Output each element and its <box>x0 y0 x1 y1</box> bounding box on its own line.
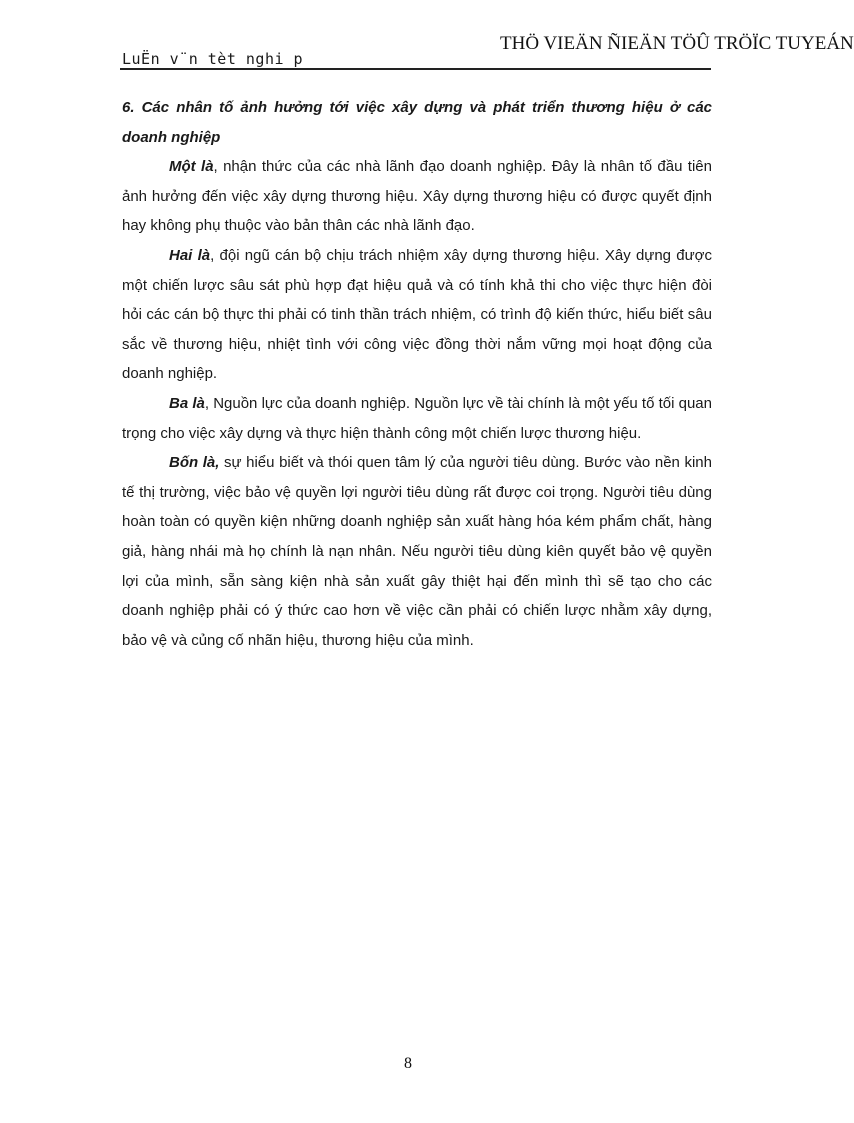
paragraph-lead: Một là <box>169 158 214 176</box>
paragraph-lead: Bốn là, <box>169 454 220 472</box>
page-number: 8 <box>404 1055 412 1072</box>
paragraph-lead: Ba là <box>169 394 205 412</box>
paragraph-text: , đội ngũ cán bộ chịu trách nhiệm xây dựng thương hiệu. Xây dựng được một chiến lược sâu sát phù hợp đạt hiệu quả và có tính khả thi cho việc thực hiện đòi hỏi các cán bộ thực thi phải có tinh thần trách nhiệm, có trình độ kiến thức, hiểu biết sâu sắc về thương hiệu, nhiệt tình với công việc đồng thời nắm vững mọi hoạt động của doanh nghiệp. <box>122 246 712 383</box>
section-heading: 6. Các nhân tố ảnh hưởng tới việc xây dựng và phát triển thương hiệu ở các doanh nghiệp <box>122 99 712 146</box>
paragraph-4 <box>122 448 712 655</box>
running-header-left: LuËn v¨n tèt nghi p <box>122 50 304 68</box>
paragraph-3 <box>122 389 712 448</box>
header-divider <box>120 68 711 70</box>
paragraph-text: sự hiểu biết và thói quen tâm lý của người tiêu dùng. Bước vào nền kinh tế thị trường, việc bảo vệ quyền lợi người tiêu dùng rất được coi trọng. Người tiêu dùng hoàn toàn có quyền kiện những doanh nghiệp sản xuất hàng hóa kém phẩm chất, hàng giả, hàng nhái mà họ chính là nạn nhân. Nếu người tiêu dùng kiên quyết bảo vệ quyền lợi của mình, sẵn sàng kiện nhà sản xuất gây thiệt hại đến mình thì sẽ tạo cho các doanh nghiệp phải có ý thức cao hơn về việc cần phải có chiến lược nhằm xây dựng, bảo vệ và củng cố nhãn hiệu, thương hiệu của mình. <box>122 454 712 649</box>
paragraph-text: , nhận thức của các nhà lãnh đạo doanh nghiệp. Đây là nhân tố đầu tiên ảnh hưởng đến việc xây dựng thương hiệu. Xây dựng thương hiệu có được quyết định hay không phụ thuộc vào bản thân các nhà lãnh đạo. <box>122 158 712 235</box>
paragraph-text: , Nguồn lực của doanh nghiệp. Nguồn lực về tài chính là một yếu tố tối quan trọng cho việc xây dựng và thực hiện thành công một chiến lược thương hiệu. <box>122 394 712 442</box>
paragraph-lead: Hai là <box>169 246 211 264</box>
paragraph-1 <box>122 152 712 241</box>
running-header-right: THÖ VIEÄN ÑIEÄN TÖÛ TRÖÏC TUYEÁN <box>500 33 854 54</box>
paragraph-2 <box>122 241 712 389</box>
document-body <box>122 93 712 655</box>
